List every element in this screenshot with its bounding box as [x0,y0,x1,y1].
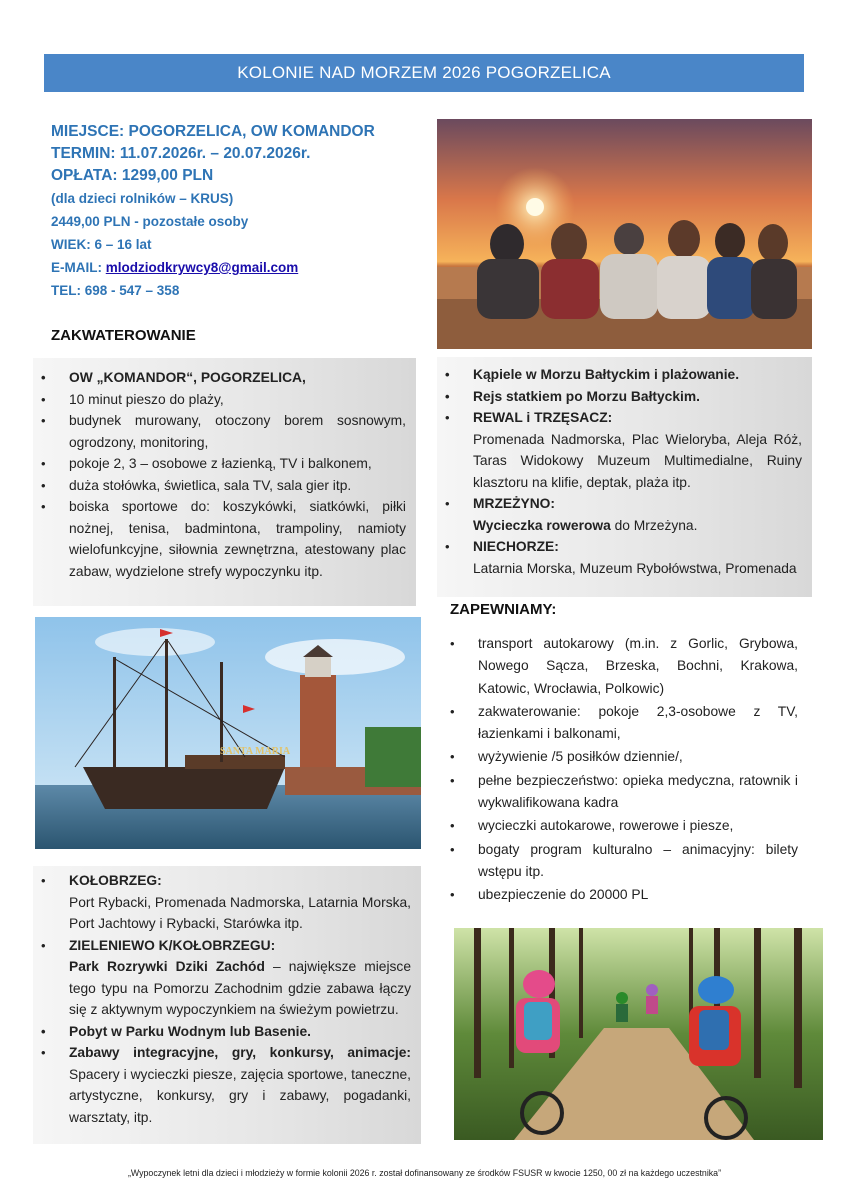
mrzezyno-bold: Wycieczka rowerowa [473,517,611,533]
list-item: • Kąpiele w Morzu Bałtyckim i plażowanie. [437,364,802,386]
email-link[interactable]: mlodziodkrywcy8@gmail.com [105,260,299,275]
list-item [33,1042,411,1128]
bikes-photo [454,928,823,1140]
info-termin: TERMIN: 11.07.2026r. – 20.07.2026r. [51,145,311,162]
niechorze-text: Latarnia Morska, Muzeum Rybołówstwa, Promenada [473,560,797,576]
kolobrzeg-title: • KOŁOBRZEG: [69,873,162,888]
list-item: • wyżywienie /5 posiłków dziennie/, [442,746,798,768]
mrzezyno-title: • MRZEŻYNO: [473,496,556,511]
zabawy-title: Zabawy integracyjne, gry, konkursy, animacje: [69,1045,411,1060]
list-item [33,870,411,935]
zapewniamy-colon: : [551,601,557,618]
list-item: • 10 minut pieszo do plaży, [33,389,406,411]
info-block [51,121,421,302]
section-title-zapewniamy [450,601,556,618]
zieleniewo-title: • ZIELENIEWO K/KOŁOBRZEGU: [69,937,276,953]
info-email-label: E-MAIL: [51,260,106,275]
kolobrzeg-text: Port Rybacki, Promenada Nadmorska, Latarnia Morska, Port Jachtowy i Rybacki, Starówka itp. [69,894,411,931]
program-right-list [437,357,812,579]
list-item: • wycieczki autokarowe, rowerowe i piesze, [442,815,798,837]
rewal-text: Promenada Nadmorska, Plac Wieloryba, Aleja Róż, Taras Widokowy Muzeum Multimedialne, Ruiny klasztoru na klifie, deptak, plaża itp. [473,431,802,490]
list-item: • transport autokarowy (m.in. z Gorlic, Grybowa, Nowego Sącza, Brzeska, Bochni, Krakowa, Katowic, Wrocławia, Polkowic) [442,633,798,700]
mrzezyno-rest: do Mrzeżyna. [610,517,698,533]
info-oplata: OPŁATA: 1299,00 PLN [51,167,214,184]
info-email-row [51,256,421,279]
zapewniamy-title-text: ZAPEWNIAMY [450,601,552,618]
zakwaterowanie-list [33,358,416,582]
list-item: • Rejs statkiem po Morzu Bałtyckim. [437,386,802,408]
list-item [437,536,802,579]
list-item: • bogaty program kulturalno – animacyjny: bilety wstępu itp. [442,839,798,884]
list-item: • ubezpieczenie do 20000 PL [442,884,798,906]
page-title: KOLONIE NAD MORZEM 2026 POGORZELICA [237,63,611,82]
info-pozostale: 2449,00 PLN - pozostałe osoby [51,214,249,229]
list-item: • Pobyt w Parku Wodnym lub Basenie. [33,1021,411,1043]
list-item: • boiska sportowe do: koszykówki, siatkówki, piłki nożnej, tenisa, badmintona, trampoliny, namioty wielofunkcyjne, siłownia zewnętrzna, atestowany plac zabaw, wydzielone strefy wypoczynku itp. [33,496,406,582]
niechorze-title: • NIECHORZE: [473,539,559,554]
list-item: • pełne bezpieczeństwo: opieka medyczna, ratownik i wykwalifikowana kadra [442,770,798,815]
list-item [437,493,802,536]
zapewniamy-list [442,633,798,907]
zieleniewo-bold: Park Rozrywki Dziki Zachód [69,959,265,974]
program-left-list [33,866,421,1128]
footer-note: „Wypoczynek letni dla dzieci i młodzieży w formie kolonii 2026 r. został dofinansowany ze środków FSUSR w kwocie 1250, 00 zł na każdego uczestnika” [127,1168,721,1178]
sunset-photo [437,119,812,349]
info-krus: (dla dzieci rolników – KRUS) [51,191,234,206]
list-item [437,407,802,493]
list-item: • pokoje 2, 3 – osobowe z łazienką, TV i balkonem, [33,453,406,475]
list-item: • zakwaterowanie: pokoje 2,3-osobowe z TV, łazienkami i balkonami, [442,701,798,746]
rewal-title: • REWAL i TRZĘSACZ: [473,410,613,425]
page-header [44,54,804,92]
zieleniewo-rest: – największe miejsce tego typu na Pomorzu Zachodnim gdzie zabawa łączy się z aktywnym wypoczynkiem na świeżym powietrzu. [69,959,412,1017]
ship-photo [35,617,421,849]
section-title-zakwaterowanie: ZAKWATEROWANIE [51,327,196,344]
info-tel: TEL: 698 - 547 – 358 [51,283,180,298]
program-left-box [33,866,421,1144]
list-item: • duża stołówka, świetlica, sala TV, sala gier itp. [33,475,406,497]
list-item: • budynek murowany, otoczony borem sosnowym, ogrodzony, monitoring, [33,410,406,453]
info-wiek: WIEK: 6 – 16 lat [51,237,152,252]
info-miejsce: MIEJSCE: POGORZELICA, OW KOMANDOR [51,123,375,140]
program-right-box [437,357,812,597]
zabawy-text: Spacery i wycieczki piesze, zajęcia sportowe, taneczne, artystyczne, konkursy, gry i zabawy, pogadanki, warsztaty, itp. [69,1066,411,1125]
zakwaterowanie-box [33,358,416,606]
ship-name-text: SANTA MARIA [220,746,291,757]
list-item: • OW „KOMANDOR“, POGORZELICA, [33,367,406,389]
list-item [33,935,411,1021]
